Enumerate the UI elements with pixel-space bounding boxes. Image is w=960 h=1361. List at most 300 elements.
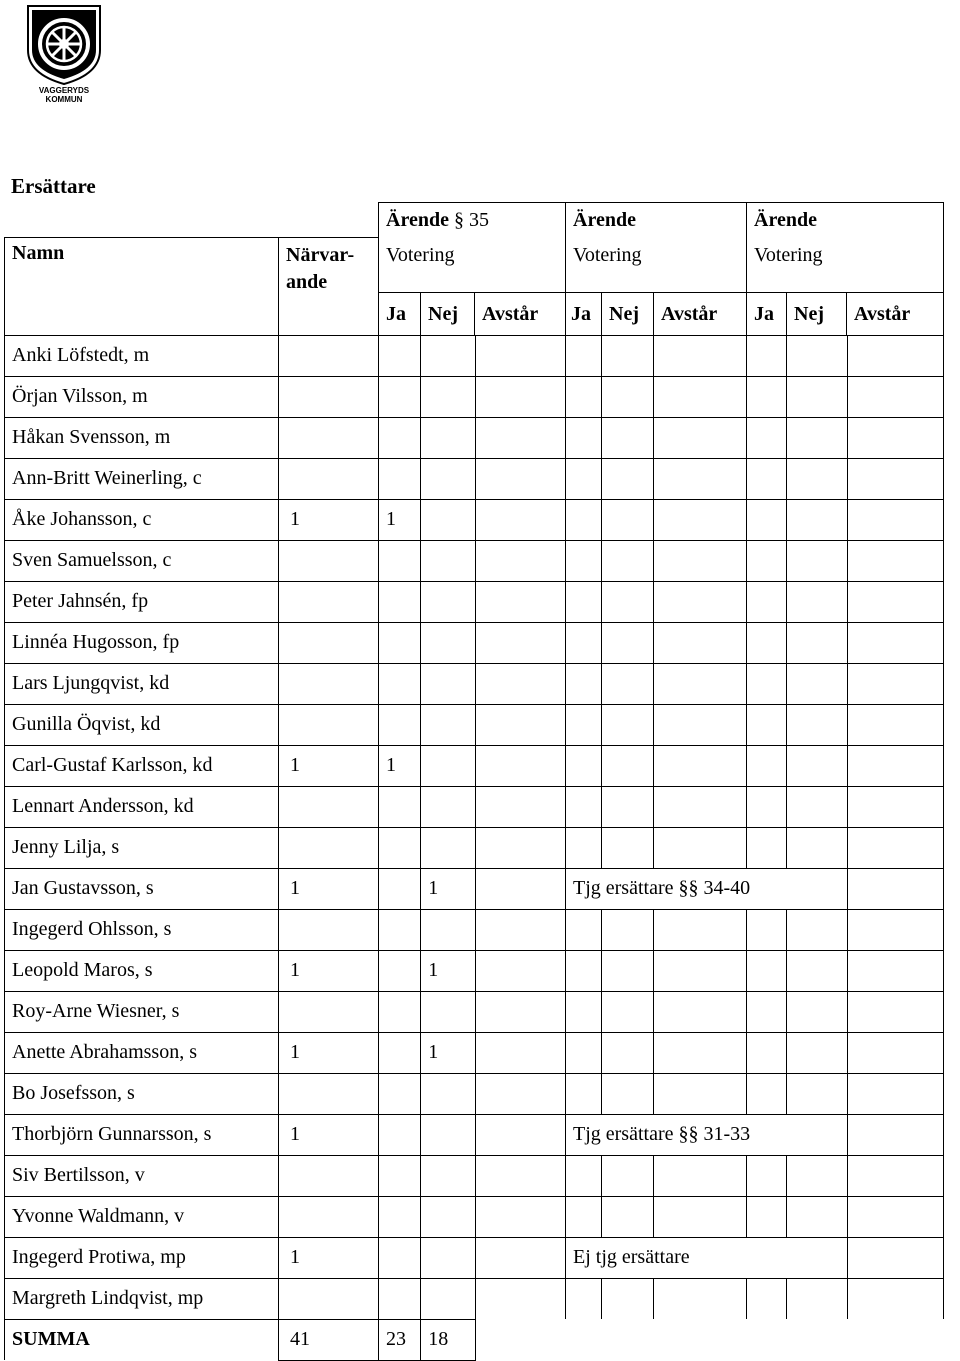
vote-note: Tjg ersättare §§ 31-33	[566, 1114, 848, 1155]
vote-cell-empty	[787, 540, 847, 581]
vote-cell-empty	[566, 745, 602, 786]
vote-cell-empty	[566, 622, 602, 663]
vote-cell-empty	[787, 335, 847, 376]
member-name: Anki Löfstedt, m	[5, 335, 279, 376]
ja-value	[379, 704, 421, 745]
member-name: Ingegerd Ohlsson, s	[5, 909, 279, 950]
nej-value	[421, 1114, 475, 1155]
ja-value	[379, 1196, 421, 1237]
vote-cell-empty	[787, 581, 847, 622]
vote-cell-empty	[787, 991, 847, 1032]
narvarande-value	[279, 909, 379, 950]
avstar-value	[475, 335, 566, 376]
table-row	[5, 1196, 944, 1237]
avstar-header-3: Avstår	[854, 302, 911, 325]
avstar-value	[475, 581, 566, 622]
vote-cell-empty	[847, 1155, 944, 1196]
table-row	[5, 335, 944, 376]
narvarande-value	[279, 335, 379, 376]
vote-note: Ej tjg ersättare	[566, 1237, 848, 1278]
avstar-header-2: Avstår	[661, 302, 718, 325]
vote-cell-empty	[847, 663, 944, 704]
nej-value	[421, 1155, 475, 1196]
ja-value	[379, 1237, 421, 1278]
vote-cell-empty	[566, 1032, 602, 1073]
nej-value	[421, 1278, 475, 1319]
votering-group-2	[566, 238, 747, 336]
avstar-value	[475, 909, 566, 950]
votering-label-1: Votering	[386, 243, 455, 266]
ja-value	[379, 1114, 421, 1155]
ja-value	[379, 909, 421, 950]
vote-cell-empty	[654, 704, 747, 745]
narvarande-value: 1	[279, 499, 379, 540]
nej-value	[421, 827, 475, 868]
vote-cell-empty	[602, 581, 654, 622]
narvarande-value	[279, 991, 379, 1032]
vote-cell-empty	[654, 335, 747, 376]
ja-value	[379, 376, 421, 417]
vote-cell-empty	[602, 458, 654, 499]
nej-value	[421, 335, 475, 376]
vote-cell-empty	[847, 1114, 944, 1155]
vote-cell-empty	[847, 458, 944, 499]
table-row	[5, 663, 944, 704]
vote-cell-empty	[847, 1073, 944, 1114]
ja-value	[379, 1155, 421, 1196]
vote-cell-empty	[787, 1073, 847, 1114]
vote-cell-empty	[654, 540, 747, 581]
narvarande-value	[279, 1155, 379, 1196]
vote-cell-empty	[654, 376, 747, 417]
vote-cell-empty	[566, 991, 602, 1032]
ja-header-2: Ja	[566, 293, 602, 335]
namn-header: Namn	[5, 238, 279, 336]
narvarande-value	[279, 1073, 379, 1114]
logo-text-line2: KOMMUN	[45, 95, 83, 104]
member-name: Carl-Gustaf Karlsson, kd	[5, 745, 279, 786]
narvarande-value: 1	[279, 745, 379, 786]
vote-cell-empty	[847, 499, 944, 540]
summa-narvarande: 41	[279, 1319, 379, 1360]
vote-cell-empty	[566, 417, 602, 458]
vote-cell-empty	[847, 827, 944, 868]
narvarande-value: 1	[279, 950, 379, 991]
table-row	[5, 499, 944, 540]
vote-cell-empty	[602, 1155, 654, 1196]
avstar-value	[475, 704, 566, 745]
narvarande-value: 1	[279, 1114, 379, 1155]
narvarande-line1: Närvar-	[286, 244, 355, 266]
vote-cell-empty	[747, 458, 787, 499]
vote-cell-empty	[847, 540, 944, 581]
narvarande-line2: ande	[286, 271, 328, 293]
nej-value	[421, 622, 475, 663]
table-body	[5, 203, 944, 1361]
vote-cell-empty	[602, 991, 654, 1032]
vote-cell-empty	[654, 458, 747, 499]
vote-cell-empty	[654, 1073, 747, 1114]
vote-cell-empty	[787, 376, 847, 417]
member-name: Yvonne Waldmann, v	[5, 1196, 279, 1237]
vote-cell-empty	[566, 581, 602, 622]
member-name: Sven Samuelsson, c	[5, 540, 279, 581]
ja-value: 1	[379, 499, 421, 540]
vote-cell-empty	[602, 909, 654, 950]
avstar-value	[475, 991, 566, 1032]
avstar-value	[475, 1073, 566, 1114]
member-name: Anette Abrahamsson, s	[5, 1032, 279, 1073]
vote-cell-empty	[747, 622, 787, 663]
member-name: Linnéa Hugosson, fp	[5, 622, 279, 663]
vote-cell-empty	[847, 376, 944, 417]
vote-cell-empty	[566, 786, 602, 827]
vote-cell-empty	[787, 909, 847, 950]
narvarande-value	[279, 458, 379, 499]
narvarande-value: 1	[279, 1237, 379, 1278]
ja-value	[379, 950, 421, 991]
voting-table	[4, 202, 944, 1361]
member-name: Gunilla Öqvist, kd	[5, 704, 279, 745]
table-row	[5, 827, 944, 868]
arende-number: 35	[468, 208, 489, 231]
vote-cell-empty	[747, 745, 787, 786]
avstar-value	[475, 376, 566, 417]
vote-cell-empty	[566, 1155, 602, 1196]
table-row	[5, 540, 944, 581]
vote-cell-empty	[654, 1278, 747, 1319]
vote-cell-empty	[847, 909, 944, 950]
member-name: Ingegerd Protiwa, mp	[5, 1237, 279, 1278]
vote-cell-empty	[747, 376, 787, 417]
avstar-value	[475, 745, 566, 786]
nej-header-3: Nej	[787, 293, 847, 335]
summa-nej: 18	[421, 1319, 475, 1360]
vote-cell-empty	[654, 1032, 747, 1073]
avstar-value	[475, 622, 566, 663]
vote-cell-empty	[566, 376, 602, 417]
vote-cell-empty	[747, 663, 787, 704]
ja-value	[379, 622, 421, 663]
vote-cell-empty	[654, 991, 747, 1032]
ja-header-1: Ja	[379, 293, 421, 335]
vote-cell-empty	[787, 622, 847, 663]
vote-cell-empty	[747, 909, 787, 950]
vote-cell-empty	[566, 950, 602, 991]
vote-cell-empty	[566, 1278, 602, 1319]
logo-text-line1: VAGGERYDS	[38, 86, 90, 95]
narvarande-value	[279, 622, 379, 663]
table-row	[5, 1278, 944, 1319]
member-name: Leopold Maros, s	[5, 950, 279, 991]
vote-cell-empty	[847, 335, 944, 376]
section-title: Ersättare	[11, 174, 96, 198]
ja-value	[379, 335, 421, 376]
vote-cell-empty	[787, 1196, 847, 1237]
member-name: Bo Josefsson, s	[5, 1073, 279, 1114]
vote-cell-empty	[847, 622, 944, 663]
vote-cell-empty	[654, 950, 747, 991]
vote-cell-empty	[787, 745, 847, 786]
vote-cell-empty	[602, 376, 654, 417]
vote-cell-empty	[654, 786, 747, 827]
nej-value	[421, 540, 475, 581]
avstar-header-1: Avstår	[482, 302, 539, 325]
vote-cell-empty	[602, 745, 654, 786]
ja-value	[379, 1032, 421, 1073]
vote-cell-empty	[566, 1196, 602, 1237]
vote-subheader-3	[747, 292, 943, 335]
wheel-crest-icon	[26, 4, 102, 86]
vote-cell-empty	[566, 458, 602, 499]
vote-subheader-2	[566, 292, 746, 335]
narvarande-value	[279, 581, 379, 622]
ja-value	[379, 827, 421, 868]
nej-header-2: Nej	[602, 293, 654, 335]
nej-value	[421, 458, 475, 499]
vote-cell-empty	[787, 417, 847, 458]
vote-cell-empty	[787, 663, 847, 704]
avstar-value	[475, 950, 566, 991]
summa-label: SUMMA	[5, 1319, 279, 1360]
avstar-value	[475, 1278, 566, 1319]
vote-cell-empty	[747, 704, 787, 745]
vote-cell-empty	[654, 499, 747, 540]
vote-cell-empty	[566, 499, 602, 540]
vote-cell-empty	[747, 417, 787, 458]
vote-cell-empty	[602, 950, 654, 991]
avstar-value	[475, 1032, 566, 1073]
member-name: Lennart Andersson, kd	[5, 786, 279, 827]
vote-cell-empty	[654, 417, 747, 458]
vote-note: Tjg ersättare §§ 34-40	[566, 868, 848, 909]
table-row	[5, 786, 944, 827]
narvarande-value	[279, 704, 379, 745]
avstar-value	[475, 827, 566, 868]
ja-value	[379, 458, 421, 499]
table-row	[5, 458, 944, 499]
vote-subheader-1	[379, 292, 565, 335]
ja-value	[379, 991, 421, 1032]
arende-header-3: Ärende	[747, 203, 944, 238]
vote-cell-empty	[602, 540, 654, 581]
vote-cell-empty	[566, 335, 602, 376]
vote-cell-empty	[654, 909, 747, 950]
vote-cell-empty	[654, 622, 747, 663]
nej-value	[421, 991, 475, 1032]
vote-cell-empty	[787, 458, 847, 499]
section-sign: §	[453, 208, 464, 231]
member-name: Jan Gustavsson, s	[5, 868, 279, 909]
nej-value	[421, 376, 475, 417]
vote-cell-empty	[847, 1237, 944, 1278]
vote-cell-empty	[602, 1073, 654, 1114]
member-name: Åke Johansson, c	[5, 499, 279, 540]
nej-value: 1	[421, 950, 475, 991]
member-name: Margreth Lindqvist, mp	[5, 1278, 279, 1319]
vote-cell-empty	[787, 704, 847, 745]
member-name: Roy-Arne Wiesner, s	[5, 991, 279, 1032]
narvarande-value	[279, 1278, 379, 1319]
vote-cell-empty	[602, 1196, 654, 1237]
member-name: Peter Jahnsén, fp	[5, 581, 279, 622]
avstar-value	[475, 458, 566, 499]
vote-cell-empty	[566, 540, 602, 581]
table-row	[5, 745, 944, 786]
table-row	[5, 1114, 944, 1155]
vote-cell-empty	[566, 704, 602, 745]
vote-cell-empty	[847, 786, 944, 827]
narvarande-value	[279, 786, 379, 827]
ja-value	[379, 1278, 421, 1319]
table-row	[5, 581, 944, 622]
vote-cell-empty	[602, 622, 654, 663]
nej-value	[421, 417, 475, 458]
member-name: Lars Ljungqvist, kd	[5, 663, 279, 704]
vote-cell-empty	[847, 1196, 944, 1237]
member-name: Thorbjörn Gunnarsson, s	[5, 1114, 279, 1155]
avstar-value	[475, 868, 566, 909]
narvarande-value	[279, 1196, 379, 1237]
table-row	[5, 950, 944, 991]
vote-cell-empty	[787, 827, 847, 868]
nej-value	[421, 704, 475, 745]
vote-cell-empty	[747, 335, 787, 376]
municipality-logo	[26, 4, 102, 110]
vote-cell-empty	[747, 499, 787, 540]
ja-value	[379, 417, 421, 458]
vote-cell-empty	[747, 950, 787, 991]
ja-value	[379, 868, 421, 909]
summa-ja: 23	[379, 1319, 421, 1360]
vote-cell-empty	[847, 581, 944, 622]
table-row	[5, 991, 944, 1032]
vote-cell-empty	[602, 827, 654, 868]
member-name: Håkan Svensson, m	[5, 417, 279, 458]
vote-cell-empty	[847, 868, 944, 909]
vote-cell-empty	[654, 663, 747, 704]
avstar-value	[475, 1196, 566, 1237]
table-row	[5, 868, 944, 909]
vote-cell-empty	[847, 1278, 944, 1319]
vote-cell-empty	[847, 417, 944, 458]
vote-cell-empty	[787, 786, 847, 827]
nej-value	[421, 786, 475, 827]
table-row	[5, 704, 944, 745]
member-name: Örjan Vilsson, m	[5, 376, 279, 417]
avstar-value	[475, 417, 566, 458]
nej-value	[421, 1073, 475, 1114]
avstar-value	[475, 663, 566, 704]
table-row	[5, 909, 944, 950]
nej-header-1: Nej	[421, 293, 475, 335]
vote-cell-empty	[847, 1032, 944, 1073]
vote-cell-empty	[847, 950, 944, 991]
avstar-value	[475, 540, 566, 581]
vote-cell-empty	[602, 417, 654, 458]
nej-value	[421, 499, 475, 540]
member-name: Ann-Britt Weinerling, c	[5, 458, 279, 499]
avstar-value	[475, 1237, 566, 1278]
ja-header-3: Ja	[747, 293, 787, 335]
avstar-value	[475, 786, 566, 827]
table-row	[5, 376, 944, 417]
nej-value	[421, 909, 475, 950]
narvarande-value	[279, 663, 379, 704]
vote-cell-empty	[847, 704, 944, 745]
vote-cell-empty	[602, 335, 654, 376]
nej-value	[421, 1237, 475, 1278]
vote-cell-empty	[654, 581, 747, 622]
vote-cell-empty	[566, 1073, 602, 1114]
narvarande-value	[279, 417, 379, 458]
vote-cell-empty	[566, 909, 602, 950]
ja-value	[379, 1073, 421, 1114]
vote-cell-empty	[747, 1278, 787, 1319]
nej-value	[421, 745, 475, 786]
ja-value	[379, 581, 421, 622]
vote-cell-empty	[602, 786, 654, 827]
ja-value	[379, 786, 421, 827]
table-row	[5, 417, 944, 458]
vote-cell-empty	[747, 540, 787, 581]
vote-cell-empty	[654, 1196, 747, 1237]
table-row	[5, 1032, 944, 1073]
table-row	[5, 622, 944, 663]
avstar-value	[475, 499, 566, 540]
vote-cell-empty	[747, 827, 787, 868]
vote-cell-empty	[787, 1155, 847, 1196]
vote-cell-empty	[747, 1073, 787, 1114]
vote-cell-empty	[787, 1278, 847, 1319]
votering-label-2: Votering	[573, 243, 642, 266]
table-row	[5, 1073, 944, 1114]
vote-cell-empty	[602, 704, 654, 745]
avstar-value	[475, 1114, 566, 1155]
narvarande-value: 1	[279, 1032, 379, 1073]
vote-cell-empty	[787, 499, 847, 540]
ja-value	[379, 540, 421, 581]
vote-cell-empty	[654, 1155, 747, 1196]
member-name: Siv Bertilsson, v	[5, 1155, 279, 1196]
arende-label-1: Ärende	[386, 208, 449, 231]
member-name: Jenny Lilja, s	[5, 827, 279, 868]
avstar-value	[475, 1155, 566, 1196]
narvarande-value	[279, 540, 379, 581]
nej-value	[421, 581, 475, 622]
vote-cell-empty	[847, 991, 944, 1032]
narvarande-value	[279, 376, 379, 417]
ja-value	[379, 663, 421, 704]
vote-cell-empty	[747, 1032, 787, 1073]
table-row	[5, 1237, 944, 1278]
nej-value: 1	[421, 868, 475, 909]
vote-cell-empty	[787, 1032, 847, 1073]
votering-label-3: Votering	[754, 243, 823, 266]
votering-group-1	[379, 238, 566, 336]
vote-cell-empty	[747, 1196, 787, 1237]
vote-cell-empty	[654, 745, 747, 786]
narvarande-value	[279, 827, 379, 868]
narvarande-header	[279, 238, 379, 336]
nej-value: 1	[421, 1032, 475, 1073]
table-row	[5, 1155, 944, 1196]
vote-cell-empty	[787, 950, 847, 991]
vote-cell-empty	[654, 827, 747, 868]
nej-value	[421, 1196, 475, 1237]
arende-header-1	[379, 203, 566, 238]
vote-cell-empty	[747, 1155, 787, 1196]
